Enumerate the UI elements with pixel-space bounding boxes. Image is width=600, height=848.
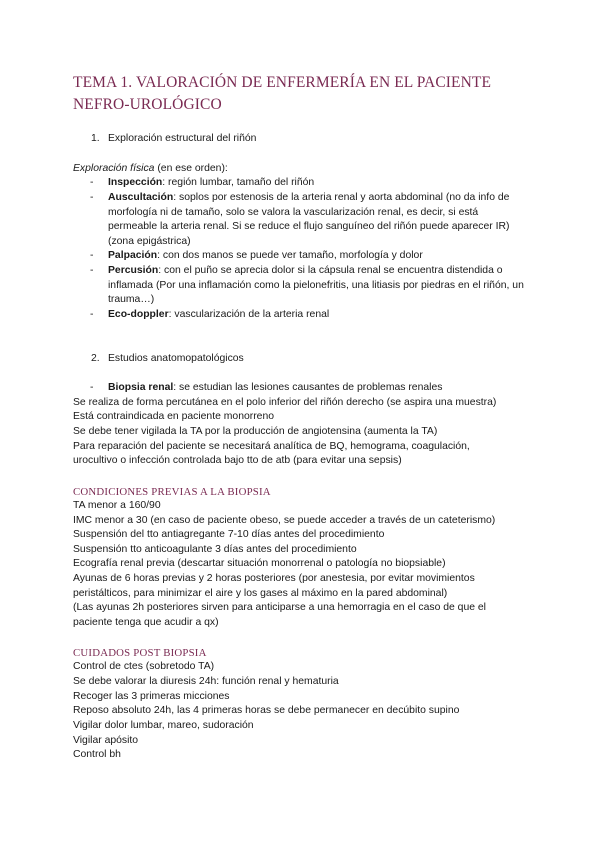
item-term: Percusión <box>108 265 159 276</box>
list-item <box>108 191 528 249</box>
paragraph-line: Se debe valorar la diuresis 24h: función renal y hematuria <box>73 676 339 687</box>
paragraph-line: Se debe tener vigilada la TA por la producción de angiotensina (aumenta la TA) <box>73 426 438 437</box>
paragraph-line: TA menor a 160/90 <box>73 500 161 511</box>
paragraph-line: Ecografía renal previa (descartar situación monorrenal o patología no biopsiable) <box>73 558 446 569</box>
intro-rest: (en ese orden): <box>154 163 228 174</box>
item-term: Palpación <box>108 250 158 261</box>
bullet-dash: - <box>90 192 94 203</box>
list-item <box>108 176 528 191</box>
paragraph-line: IMC menor a 30 (en caso de paciente obeso, se puede acceder a través de un cateterismo) <box>73 515 496 526</box>
section2-title: Estudios anatomopatológicos <box>108 353 244 364</box>
item-text: : vascularización de la arteria renal <box>168 309 330 320</box>
paragraph-line: Se realiza de forma percutánea en el polo inferior del riñón derecho (se aspira una muestra) <box>73 397 497 408</box>
bullet-dash: - <box>90 265 94 276</box>
paragraph-line: Reposo absoluto 24h, las 4 primeras horas se debe permanecer en decúbito supino <box>73 705 460 716</box>
bullet-dash: - <box>90 250 94 261</box>
conditions-heading: CONDICIONES PREVIAS A LA BIOPSIA <box>73 486 271 498</box>
intro-italic: Exploración física <box>73 163 155 174</box>
item-term: Inspección <box>108 177 163 188</box>
paragraph-line: Suspensión del tto antiagregante 7-10 días antes del procedimiento <box>73 529 385 540</box>
section1-intro <box>73 162 228 177</box>
paragraph-line: paciente tenga que acudir a qx) <box>73 617 219 628</box>
paragraph-line: Vigilar apósito <box>73 735 139 746</box>
list-item <box>108 264 528 308</box>
list-item <box>108 308 528 323</box>
page-title: TEMA 1. VALORACIÓN DE ENFERMERÍA EN EL PACIENTE NEFRO-UROLÓGICO <box>73 74 492 113</box>
item-text: : se estudian las lesiones causantes de problemas renales <box>173 382 443 393</box>
paragraph-line: Control de ctes (sobretodo TA) <box>73 661 215 672</box>
paragraph-line: Recoger las 3 primeras micciones <box>73 691 230 702</box>
paragraph-line: Para reparación del paciente se necesitará analítica de BQ, hemograma, coagulación, <box>73 441 470 452</box>
paragraph-line: Está contraindicada en paciente monorreno <box>73 411 275 422</box>
care-heading: CUIDADOS POST BIOPSIA <box>73 647 207 659</box>
bullet-dash: - <box>90 382 94 393</box>
bullet-dash: - <box>90 309 94 320</box>
paragraph-line: Vigilar dolor lumbar, mareo, sudoración <box>73 720 254 731</box>
paragraph-line: urocultivo o infección controlada bajo tto de atb (para evitar una sepsis) <box>73 455 402 466</box>
list-item <box>108 381 528 396</box>
item-text: : soplos por estenosis de la arteria renal y aorta abdominal (no da info de morfología ni de tamaño, solo se valora la vascularización renal, es decir, si está permeable la arteria renal. Si se reduce el flujo sanguíneo del riñón puede aparecer IR) (zona epigástrica) <box>108 192 510 247</box>
paragraph-line: Ayunas de 6 horas previas y 2 horas posteriores (por anestesia, por evitar movimientos <box>73 573 475 584</box>
section1-title: Exploración estructural del riñón <box>108 133 257 144</box>
paragraph-line: peristálticos, para minimizar el aire y los gases al máximo en la pared abdominal) <box>73 588 448 599</box>
item-term: Biopsia renal <box>108 382 174 393</box>
item-text: : con el puño se aprecia dolor si la cápsula renal se encuentra distendida o inflamada (Por una inflamación como la pielonefritis, una litiasis por piedras en el riñón, un trauma…) <box>108 265 524 306</box>
item-term: Auscultación <box>108 192 174 203</box>
bullet-dash: - <box>90 177 94 188</box>
section2-number: 2. <box>91 353 100 364</box>
item-text: : con dos manos se puede ver tamaño, morfología y dolor <box>157 250 423 261</box>
item-term: Eco-doppler <box>108 309 169 320</box>
item-text: : región lumbar, tamaño del riñón <box>162 177 315 188</box>
paragraph-line: Control bh <box>73 749 121 760</box>
paragraph-line: Suspensión tto anticoagulante 3 días antes del procedimiento <box>73 544 357 555</box>
section1-number: 1. <box>91 133 100 144</box>
paragraph-line: (Las ayunas 2h posteriores sirven para anticiparse a una hemorragia en el caso de que el <box>73 602 486 613</box>
list-item <box>108 249 528 264</box>
